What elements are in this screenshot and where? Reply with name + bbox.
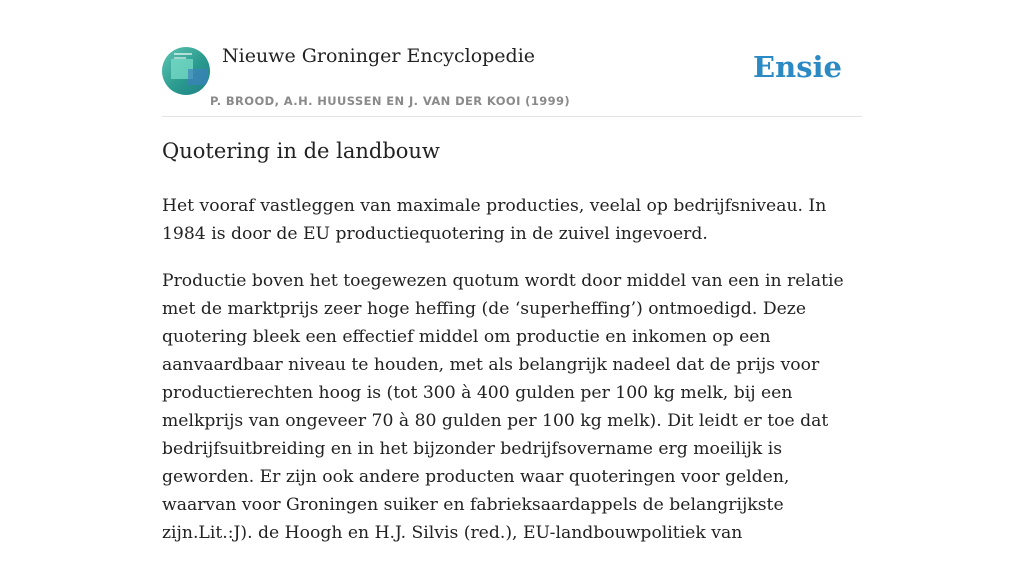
entry-title: Quotering in de landbouw [162,139,440,163]
paragraph-definition: Het vooraf vastleggen van maximale producties, veelal op bedrijfsniveau. In 1984 is door de EU productiequotering in de zuivel ingevoerd. [162,196,827,244]
book-cover-icon[interactable] [162,47,210,95]
entry-body [162,192,862,566]
ensie-logo[interactable]: Ensie [753,50,842,84]
source-authors: P. BROOD, A.H. HUUSSEN EN J. VAN DER KOOI (1999) [210,94,571,108]
source-title[interactable]: Nieuwe Groninger Encyclopedie [222,45,536,67]
page-content [162,0,862,543]
paragraph-details: Productie boven het toegewezen quotum wordt door middel van een in relatie met de marktprijs zeer hoge heffing (de ‘superheffing’) ontmoedigd. Deze quotering bleek een effectief middel om productie en inkomen op een aanvaardbaar niveau te houden, met als belangrijk nadeel dat de prijs voor productierechten hoog is (tot 300 à 400 gulden per 100 kg melk, bij een melkprijs van ongeveer 70 à 80 gulden per 100 kg melk). Dit leidt er toe dat bedrijfsuitbreiding en in het bijzonder bedrijfsovername erg moeilijk is geworden. Er zijn ook andere producten waar quoteringen voor gelden, waarvan voor Groningen suiker en fabrieksaardappels de belangrijkste zijn.Lit.:J). de Hoogh en H.J. Silvis (red.), EU-landbouwpolitiek van [162,271,844,543]
entry-header [162,0,862,117]
